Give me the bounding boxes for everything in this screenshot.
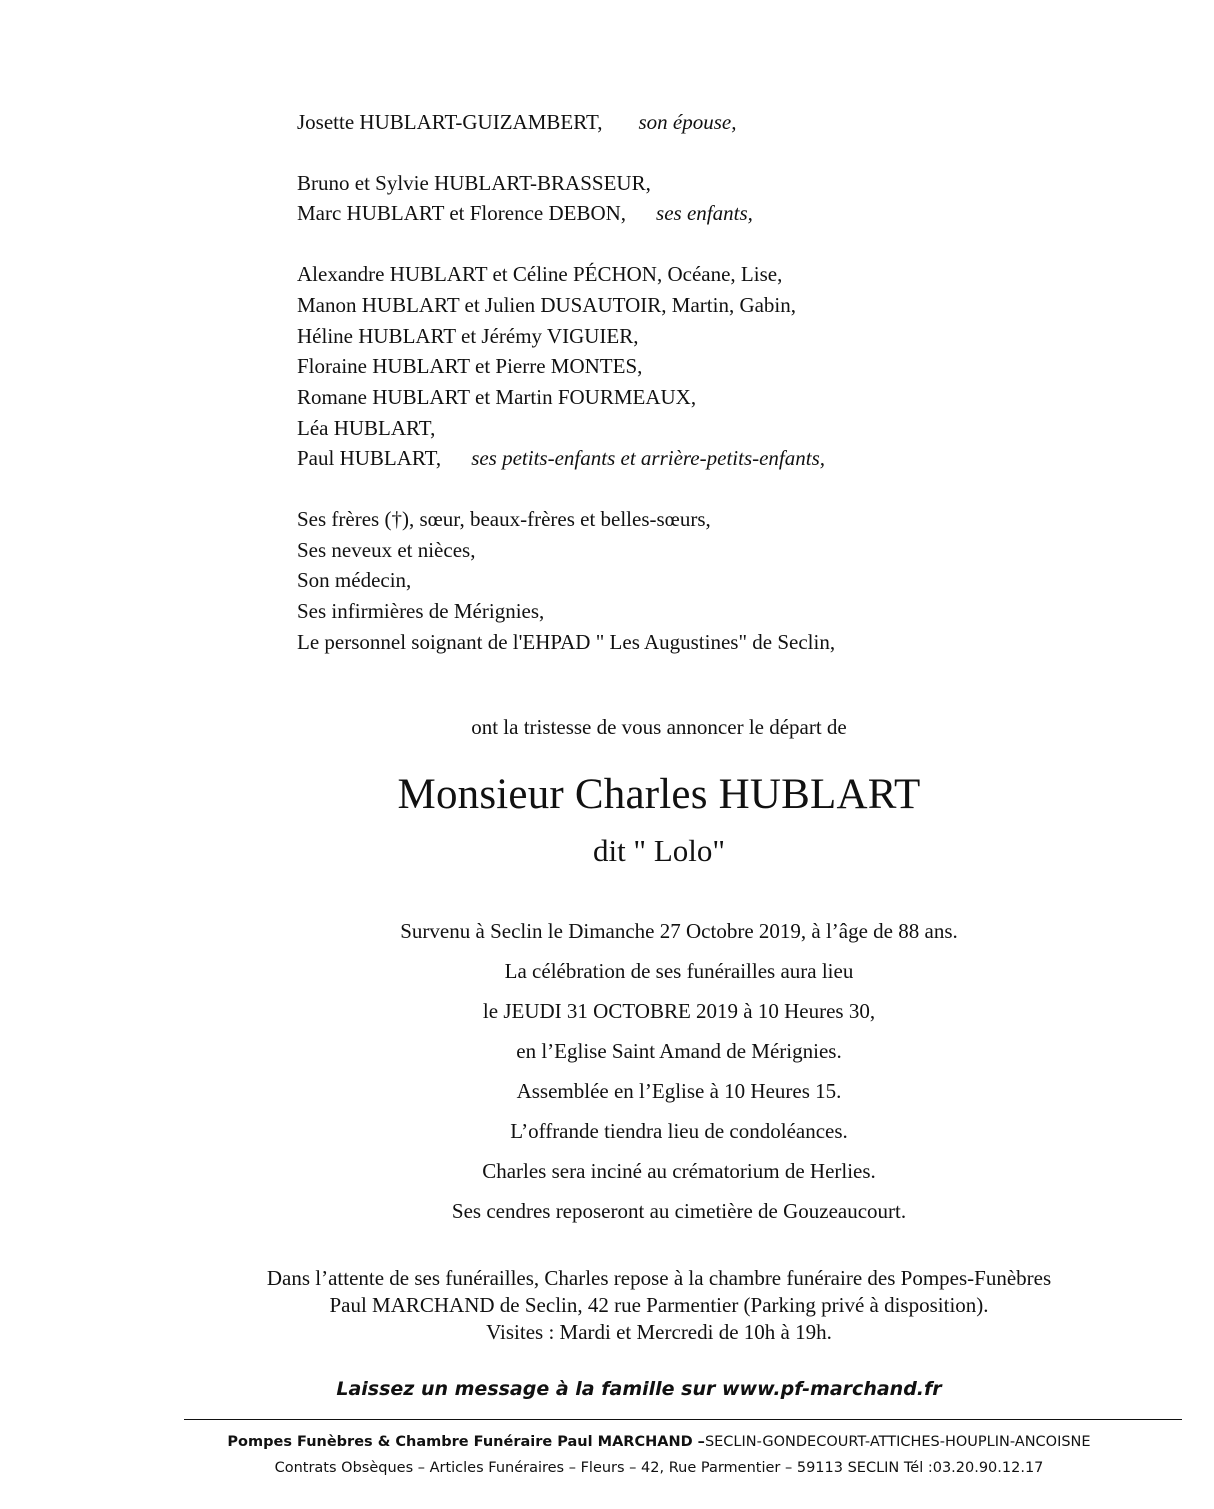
family-group-spouse	[297, 107, 1057, 138]
family-line	[297, 321, 1057, 352]
family-line	[297, 565, 1057, 596]
family-line	[297, 107, 1057, 138]
family-line	[297, 198, 1057, 229]
footer-company: Pompes Funèbres & Chambre Funéraire Paul MARCHAND –	[227, 1434, 705, 1450]
family-group-extended	[297, 504, 1057, 658]
family-member-name: Léa HUBLART,	[297, 415, 436, 440]
footer-company-line	[52, 1429, 1214, 1455]
family-line	[297, 596, 1057, 627]
family-line	[297, 535, 1057, 566]
footer-divider	[184, 1419, 1182, 1420]
family-line	[297, 259, 1057, 290]
family-role: ses enfants,	[656, 201, 753, 226]
family-role: son épouse,	[638, 110, 737, 134]
family-member-name: Paul HUBLART,	[297, 446, 442, 471]
family-line	[297, 504, 1057, 535]
family-line	[297, 168, 1057, 199]
family-role: ses petits-enfants et arrière-petits-enfants,	[471, 446, 826, 471]
family-member-name: Josette HUBLART-GUIZAMBERT,	[297, 110, 603, 134]
deceased-name: Monsieur Charles HUBLART	[397, 771, 921, 818]
family-member-name: Ses frères (†), sœur, beaux-frères et belles-sœurs,	[297, 507, 711, 532]
family-line	[297, 413, 1057, 444]
family-line	[297, 443, 1057, 474]
footer	[52, 1429, 1214, 1481]
family-member-name: Manon HUBLART et Julien DUSAUTOIR, Martin, Gabin,	[297, 292, 797, 317]
detail-line: L’offrande tiendra lieu de condoléances.	[510, 1119, 848, 1143]
footer-towns: SECLIN-GONDECOURT-ATTICHES-HOUPLIN-ANCOISNE	[704, 1434, 1091, 1450]
detail-line: La célébration de ses funérailles aura lieu	[504, 959, 854, 983]
family-line	[297, 627, 1057, 658]
family-member-name: Romane HUBLART et Martin FOURMEAUX,	[297, 384, 697, 409]
family-member-name: Floraine HUBLART et Pierre MONTES,	[297, 354, 643, 379]
footer-contact: Contrats Obsèques – Articles Funéraires – Fleurs – 42, Rue Parmentier – 59113 SECLIN Tél :03.20.90.12.17	[274, 1460, 1044, 1476]
family-member-name: Marc HUBLART et Florence DEBON,	[297, 201, 627, 226]
family-group-grandchildren	[297, 259, 1057, 474]
announcement-text: ont la tristesse de vous annoncer le départ de	[471, 715, 847, 739]
family-member-name: Le personnel soignant de l'EHPAD " Les Augustines" de Seclin,	[297, 629, 836, 654]
waiting-info	[52, 1265, 1214, 1346]
funeral-details	[72, 911, 1214, 1231]
detail-line: Assemblée en l’Eglise à 10 Heures 15.	[516, 1079, 842, 1103]
family-member-name: Héline HUBLART et Jérémy VIGUIER,	[297, 323, 639, 348]
waiting-line: Dans l’attente de ses funérailles, Charles repose à la chambre funéraire des Pompes-Funèbres	[266, 1266, 1052, 1290]
family-line	[297, 351, 1057, 382]
family-member-name: Bruno et Sylvie HUBLART-BRASSEUR,	[297, 170, 651, 195]
detail-line: en l’Eglise Saint Amand de Mérignies.	[516, 1039, 842, 1063]
detail-line: Survenu à Seclin le Dimanche 27 Octobre 2019, à l’âge de 88 ans.	[400, 919, 958, 943]
detail-line: Ses cendres reposeront au cimetière de Gouzeaucourt.	[451, 1199, 907, 1223]
waiting-line: Paul MARCHAND de Seclin, 42 rue Parmentier (Parking privé à disposition).	[329, 1293, 989, 1317]
condolence-message-link[interactable]: Laissez un message à la famille sur www.pf-marchand.fr	[336, 1378, 942, 1400]
family-member-name: Ses neveux et nièces,	[297, 537, 476, 562]
family-group-children	[297, 168, 1057, 229]
waiting-line: Visites : Mardi et Mercredi de 10h à 19h.	[486, 1320, 832, 1344]
family-member-name: Alexandre HUBLART et Céline PÉCHON, Océane, Lise,	[297, 262, 783, 287]
deceased-nickname: dit " Lolo"	[592, 833, 726, 868]
family-line	[297, 290, 1057, 321]
family-member-name: Ses infirmières de Mérignies,	[297, 599, 545, 624]
family-line	[297, 382, 1057, 413]
detail-line: le JEUDI 31 OCTOBRE 2019 à 10 Heures 30,	[482, 999, 876, 1023]
family-list	[297, 107, 1057, 688]
family-member-name: Son médecin,	[297, 568, 412, 593]
detail-line: Charles sera inciné au crématorium de Herlies.	[482, 1159, 876, 1183]
